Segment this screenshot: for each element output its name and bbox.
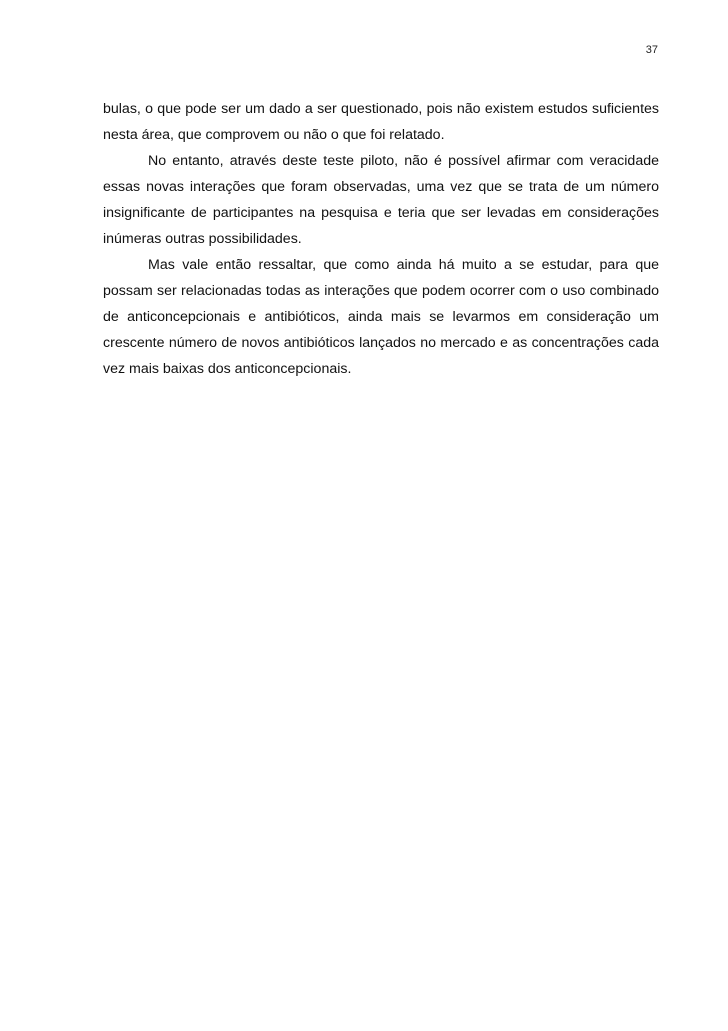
- paragraph-conclusion: Mas vale então ressaltar, que como ainda há muito a se estudar, para que possam ser relacionadas todas as interações que podem ocorrer com o uso combinado de anticoncepcionais e antibióticos, ainda mais se levarmos em consideração um crescente número de novos antibióticos lançados no mercado e as concentrações cada vez mais baixas dos anticoncepcionais.: [103, 257, 659, 377]
- paragraph-pilot-test: No entanto, através deste teste piloto, não é possível afirmar com veracidade essas novas interações que foram observadas, uma vez que se trata de um número insignificante de participantes na pesquisa e teria que ser levadas em considerações inúmeras outras possibilidades.: [103, 153, 659, 247]
- paragraph-continuation: bulas, o que pode ser um dado a ser questionado, pois não existem estudos suficientes nesta área, que comprovem ou não o que foi relatado.: [103, 101, 659, 143]
- page-number: 37: [645, 44, 658, 56]
- body-text: [103, 96, 659, 382]
